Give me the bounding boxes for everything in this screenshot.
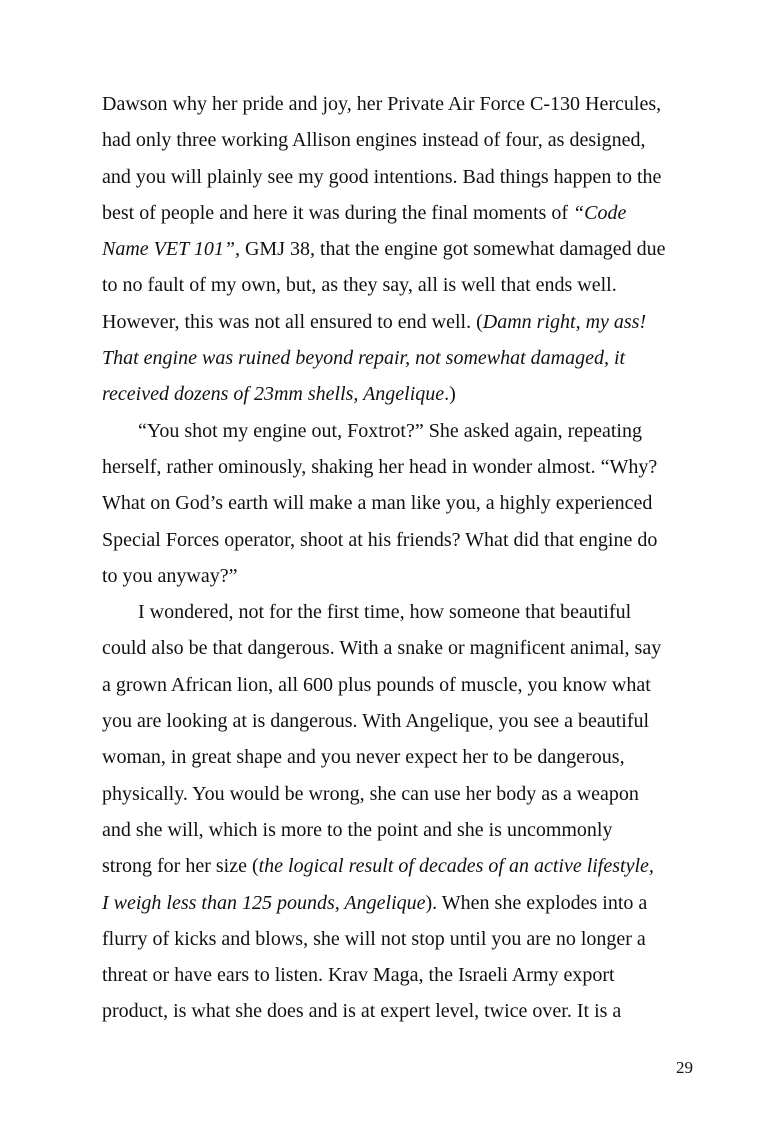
text-segment: product, is what she does and is at expert level, twice over. It is a [102, 1000, 622, 1023]
text-segment: and she will, which is more to the point and she is uncommonly [102, 818, 613, 841]
text-segment: I wondered, not for the first time, how someone that beautiful [138, 601, 632, 624]
text-segment: to no fault of my own, but, as they say, all is well that ends well. [102, 274, 617, 297]
text-segment: threat or have ears to listen. Krav Maga, the Israeli Army export [102, 964, 615, 987]
text-line-1 [102, 86, 700, 122]
text-segment: However, this was not all ensured to end well. ( [102, 310, 483, 333]
text-segment: you are looking at is dangerous. With Angelique, you see a beautiful [102, 710, 650, 733]
text-segment: Special Forces operator, shoot at his friends? What did that engine do [102, 528, 658, 551]
italic-segment: I weigh less than 125 pounds, Angelique [102, 891, 426, 914]
text-segment: Dawson why her pride and joy, her Private Air Force C-130 Hercules, [102, 93, 662, 115]
text-line-12 [102, 485, 700, 521]
text-line-10 [102, 413, 700, 449]
text-line-15 [102, 594, 700, 630]
text-line-8 [102, 340, 700, 376]
text-line-4 [102, 195, 700, 231]
text-line-21 [102, 812, 700, 848]
text-line-9 [102, 376, 700, 412]
text-line-11 [102, 449, 700, 485]
text-line-14 [102, 558, 700, 594]
italic-segment: the logical result of decades of an active lifestyle, [258, 855, 654, 878]
text-segment: and you will plainly see my good intentions. Bad things happen to the [102, 165, 662, 188]
text-segment: What on God’s earth will make a man like you, a highly experienced [102, 492, 653, 515]
text-line-5 [102, 231, 700, 267]
text-segment: physically. You would be wrong, she can use her body as a weapon [102, 782, 639, 805]
text-segment: had only three working Allison engines instead of four, as designed, [102, 129, 646, 152]
text-line-2 [102, 122, 700, 158]
text-line-13 [102, 522, 700, 558]
text-line-18 [102, 703, 700, 739]
text-segment: could also be that dangerous. With a snake or magnificent animal, say [102, 637, 662, 660]
text-line-26 [102, 993, 700, 1029]
text-segment: .) [444, 383, 456, 406]
text-segment: herself, rather ominously, shaking her head in wonder almost. “Why? [102, 455, 658, 478]
text-segment: a grown African lion, all 600 plus pounds of muscle, you know what [102, 673, 651, 696]
text-line-6 [102, 267, 700, 303]
page-text [102, 86, 700, 1030]
text-segment: strong for her size ( [102, 855, 259, 878]
text-line-17 [102, 667, 700, 703]
text-segment: flurry of kicks and blows, she will not stop until you are no longer a [102, 927, 646, 950]
page-number: 29 [676, 1058, 693, 1077]
text-line-7 [102, 304, 700, 340]
text-line-20 [102, 776, 700, 812]
italic-segment: Name VET 101”, [102, 238, 240, 261]
text-segment: to you anyway?” [102, 564, 238, 587]
text-segment: GMJ 38, that the engine got somewhat damaged due [239, 238, 666, 261]
text-segment: best of people and here it was during the final moments of [102, 201, 573, 224]
text-line-16 [102, 630, 700, 666]
text-line-23 [102, 885, 700, 921]
text-segment: ). When she explodes into a [425, 891, 648, 914]
text-line-22 [102, 848, 700, 884]
text-segment: “You shot my engine out, Foxtrot?” She asked again, repeating [138, 419, 642, 442]
italic-segment: That engine was ruined beyond repair, not somewhat damaged, it [102, 347, 626, 370]
text-line-24 [102, 921, 700, 957]
italic-segment: received dozens of 23mm shells, Angelique [102, 383, 445, 406]
text-line-25 [102, 957, 700, 993]
text-line-3 [102, 159, 700, 195]
text-segment: woman, in great shape and you never expect her to be dangerous, [102, 746, 625, 769]
text-line-19 [102, 739, 700, 775]
italic-segment: “Code [573, 201, 627, 224]
italic-segment: Damn right, my ass! [482, 310, 647, 333]
